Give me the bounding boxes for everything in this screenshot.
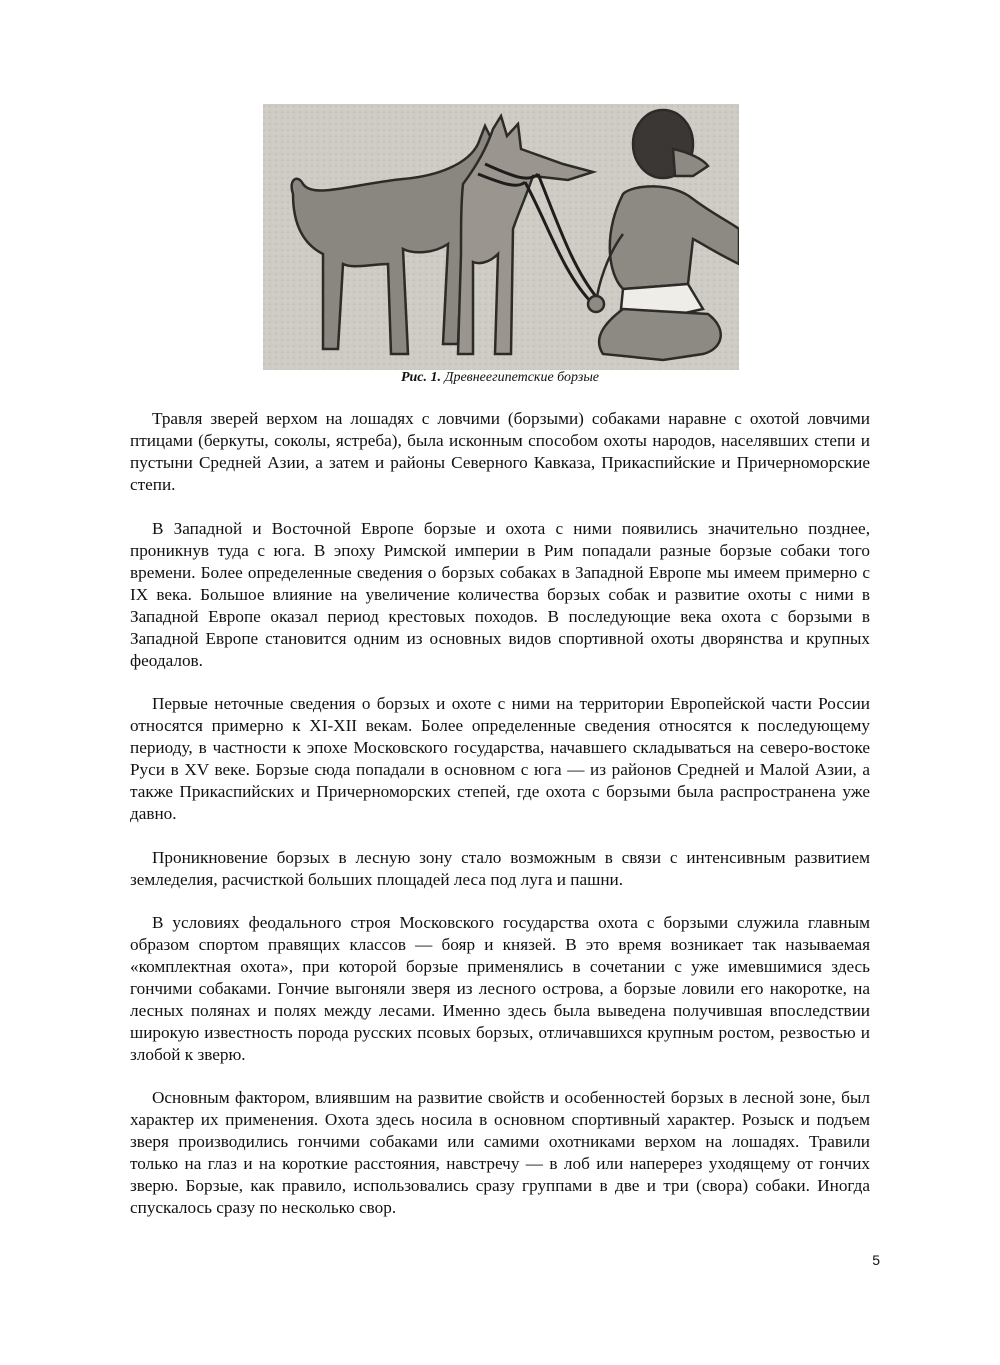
- paragraph-5: В условиях феодального строя Московского государства охота с борзыми служила главным образом спортом правящих классов — бояр и князей. В это время возникает так называемая «комплектная охота», при которой борзые применялись в сочетании с уже имевшимися здесь гончими собаками. Гончие выгоняли зверя из лесного острова, а борзые ловили его накоротке, на лесных полянах и полях между лесами. Именно здесь была выведена получившая впоследствии широкую известность порода русских псовых борзых, отличавшихся крупным ростом, резвостью и злобой к зверю.: [130, 913, 870, 1064]
- figure-caption: [0, 370, 1000, 386]
- paragraph-4: Проникновение борзых в лесную зону стало возможным в связи с интенсивным развитием земледелия, расчисткой больших площадей леса под луга и пашни.: [130, 848, 870, 889]
- paragraph-1: Травля зверей верхом на лошадях с ловчими (борзыми) собаками наравне с охотой ловчими птицами (беркуты, соколы, ястреба), была исконным способом охоты народов, населявших степи и пустыни Средней Азии, а затем и районы Северного Кавказа, Прикаспийские и Причерноморские степи.: [130, 409, 870, 494]
- paragraph-3: Первые неточные сведения о борзых и охоте с ними на территории Европейской части России относятся примерно к XI-XII векам. Более определенные сведения относятся к последующему периоду, в частности к эпохе Московского государства, начавшего складываться на северо-востоке Руси в XV веке. Борзые сюда попадали в основном с юга — из районов Средней и Малой Азии, а также Прикаспийских и Причерноморских степей, где охота с борзыми была распространена уже давно.: [130, 694, 870, 823]
- page-number: 5: [872, 1252, 880, 1268]
- figure-egyptian-greyhounds: [263, 104, 739, 370]
- paragraph-6: Основным фактором, влиявшим на развитие свойств и особенностей борзых в лесной зоне, был характер их применения. Охота здесь носила в основном спортивный характер. Розыск и подъем зверя производились гончими собаками или самими охотниками верхом на лошадях. Травили только на глаз и на короткие расстояния, навстречу — в лоб или наперерез уходящему от гончих зверю. Борзые, как правило, использовались сразу группами в две и три (свора) собаки. Иногда спускалось сразу по несколько свор.: [130, 1088, 870, 1217]
- egyptian-relief-illustration: [263, 104, 739, 370]
- paragraph-2: В Западной и Восточной Европе борзые и охота с ними появились значительно позднее, проникнув туда с юга. В эпоху Римской империи в Рим попадали разные борзые собаки того времени. Более определенные сведения о борзых собаках в Западной Европе мы имеем примерно с IX века. Большое влияние на увеличение количества борзых собак и развитие охоты с ними в Западной Европе оказал период крестовых походов. В последующие века охота с борзыми в Западной Европе становится одним из основных видов спортивной охоты дворянства и крупных феодалов.: [130, 519, 870, 670]
- caption-text: Древнеегипетские борзые: [444, 370, 600, 385]
- caption-label: Рис. 1.: [400, 370, 442, 385]
